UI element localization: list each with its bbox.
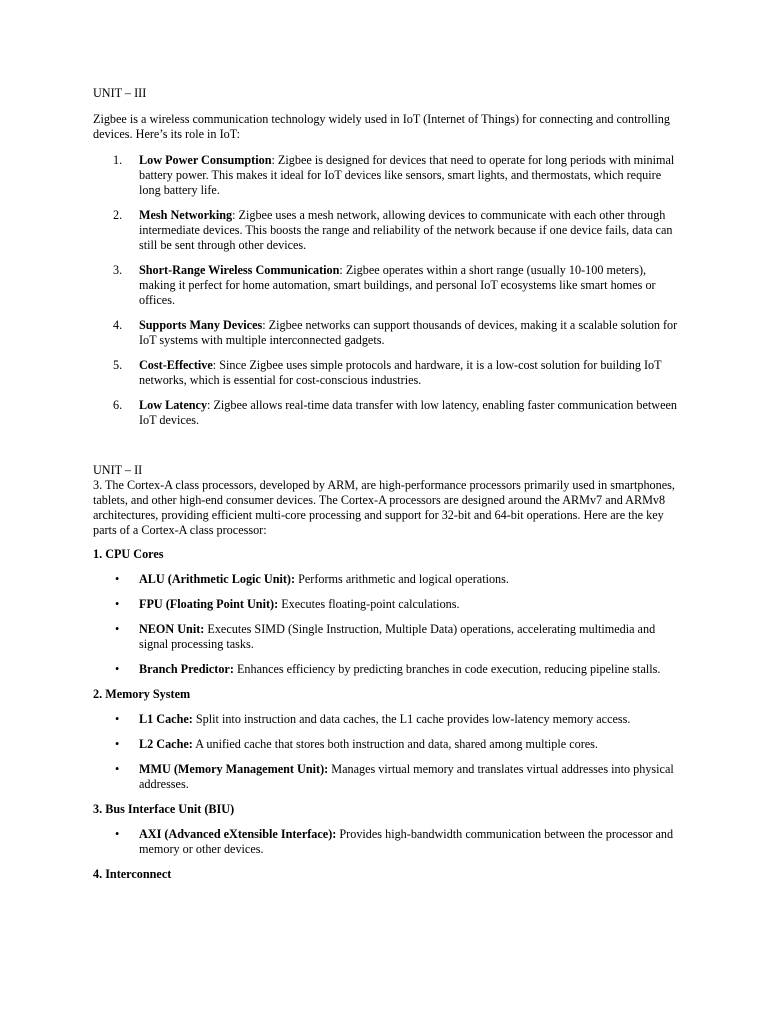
memory-system-list: [93, 712, 678, 792]
section-heading-bus-interface-unit: 3. Bus Interface Unit (BIU): [93, 802, 235, 816]
item-text: : Zigbee is designed for devices that need to operate for long periods with minimal battery power. This makes it ideal for IoT devices like sensors, smart lights, and thermostats, which require long battery life.: [139, 153, 675, 197]
section-heading-interconnect: 4. Interconnect: [93, 867, 172, 881]
unit-iii-heading: UNIT – III: [93, 86, 147, 100]
item-title: Mesh Networking: [139, 208, 233, 222]
item-title: L2 Cache:: [139, 737, 193, 751]
list-item: [93, 827, 678, 857]
list-number: 5.: [113, 358, 123, 372]
item-text: Manages virtual memory and translates virtual addresses into physical addresses.: [139, 762, 674, 791]
unit-ii-block: [93, 463, 678, 882]
bullet: •: [115, 737, 120, 751]
unit-ii-heading: UNIT – II: [93, 463, 143, 477]
bullet: •: [115, 622, 120, 636]
bullet: •: [115, 712, 120, 726]
list-item: [93, 318, 678, 348]
bullet: •: [115, 827, 120, 841]
list-number: 4.: [113, 318, 123, 332]
list-item: [93, 597, 678, 612]
item-text: : Zigbee operates within a short range (usually 10-100 meters), making it perfect for home automation, smart buildings, and personal IoT ecosystems like smart homes or offices.: [139, 263, 656, 307]
list-item: [93, 358, 678, 388]
list-number: 3.: [113, 263, 123, 277]
bullet: •: [115, 762, 120, 776]
zigbee-intro: Zigbee is a wireless communication technology widely used in IoT (Internet of Things) for connecting and controlling devices. Here’s its role in IoT:: [93, 112, 670, 141]
cpu-cores-list: [93, 572, 678, 677]
item-text: Executes floating-point calculations.: [278, 597, 460, 611]
item-title: L1 Cache:: [139, 712, 193, 726]
item-title: Supports Many Devices: [139, 318, 263, 332]
list-number: 6.: [113, 398, 123, 412]
list-item: [93, 737, 678, 752]
item-text: : Since Zigbee uses simple protocols and hardware, it is a low-cost solution for building IoT networks, which is essential for cost-conscious industries.: [139, 358, 662, 387]
item-title: Short-Range Wireless Communication: [139, 263, 340, 277]
item-title: MMU (Memory Management Unit):: [139, 762, 329, 776]
list-item: [93, 208, 678, 253]
item-title: Cost-Effective: [139, 358, 213, 372]
document-page: [93, 86, 678, 882]
list-item: [93, 662, 678, 677]
item-title: Low Power Consumption: [139, 153, 272, 167]
item-title: ALU (Arithmetic Logic Unit):: [139, 572, 296, 586]
bus-interface-list: [93, 827, 678, 857]
item-title: Branch Predictor:: [139, 662, 234, 676]
list-item: [93, 398, 678, 428]
list-item: [93, 572, 678, 587]
list-item: [93, 712, 678, 727]
section-heading-cpu-cores: 1. CPU Cores: [93, 547, 164, 561]
list-item: [93, 622, 678, 652]
item-title: NEON Unit:: [139, 622, 205, 636]
item-text: : Zigbee uses a mesh network, allowing devices to communicate with each other through intermediate devices. This boosts the range and reliability of the network because if one device fails, data can still be sent through other devices.: [139, 208, 673, 252]
bullet: •: [115, 662, 120, 676]
item-text: Executes SIMD (Single Instruction, Multiple Data) operations, accelerating multimedia and signal processing tasks.: [139, 622, 656, 651]
item-text: Split into instruction and data caches, the L1 cache provides low-latency memory access.: [192, 712, 631, 726]
section-heading-memory-system: 2. Memory System: [93, 687, 191, 701]
item-text: : Zigbee allows real-time data transfer with low latency, enabling faster communication between IoT devices.: [139, 398, 677, 427]
item-text: Provides high-bandwidth communication between the processor and memory or other devices.: [139, 827, 674, 856]
bullet: •: [115, 572, 120, 586]
item-text: Performs arithmetic and logical operations.: [295, 572, 509, 586]
list-number: 2.: [113, 208, 123, 222]
bullet: •: [115, 597, 120, 611]
list-number: 1.: [113, 153, 123, 167]
item-title: FPU (Floating Point Unit):: [139, 597, 279, 611]
item-text: Enhances efficiency by predicting branches in code execution, reducing pipeline stalls.: [233, 662, 661, 676]
item-title: Low Latency: [139, 398, 208, 412]
list-item: [93, 153, 678, 198]
item-title: AXI (Advanced eXtensible Interface):: [139, 827, 337, 841]
item-text: : Zigbee networks can support thousands of devices, making it a scalable solution for IoT systems with multiple interconnected gadgets.: [139, 318, 678, 347]
zigbee-roles-list: [93, 153, 678, 428]
list-item: [93, 762, 678, 792]
cortex-intro: 3. The Cortex-A class processors, developed by ARM, are high-performance processors primarily used in smartphones, tablets, and other high-end consumer devices. The Cortex-A processors are designed around the ARMv7 and ARMv8 architectures, providing efficient multi-core processing and support for 32-bit and 64-bit operations. Here are the key parts of a Cortex-A class processor:: [93, 478, 675, 537]
list-item: [93, 263, 678, 308]
item-text: A unified cache that stores both instruction and data, shared among multiple cores.: [192, 737, 598, 751]
